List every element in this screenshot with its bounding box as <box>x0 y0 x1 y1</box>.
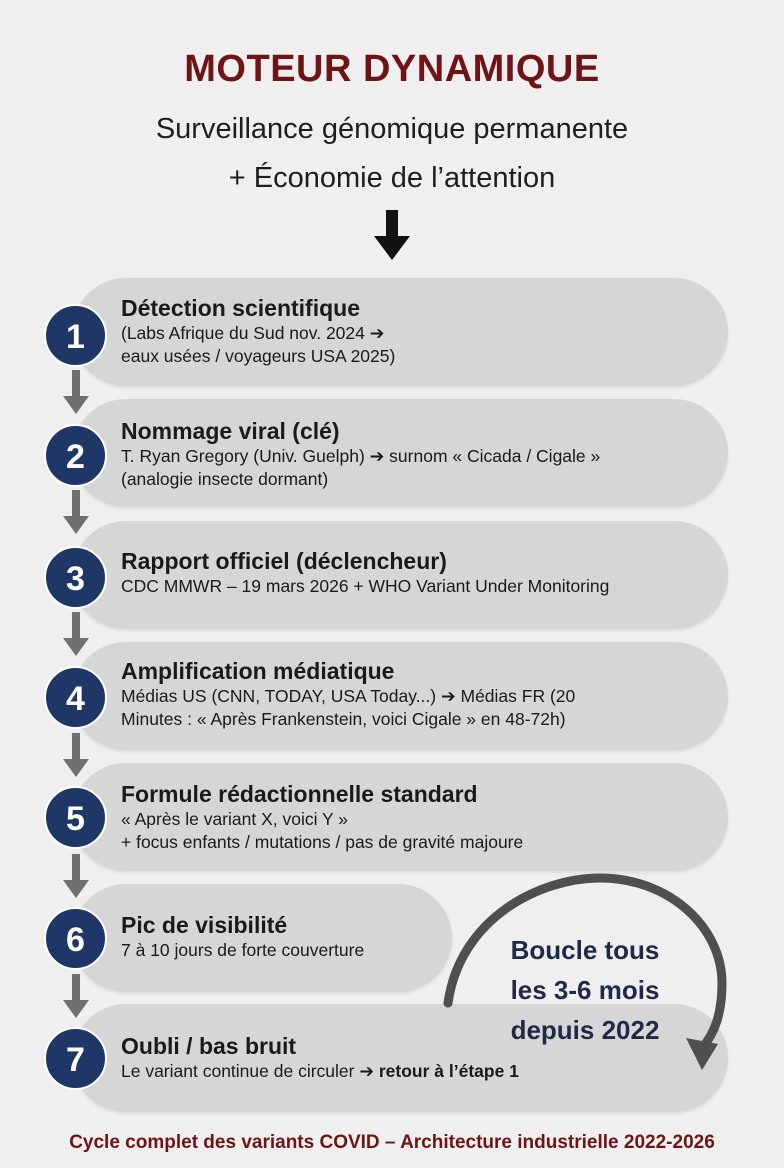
step-7-desc-bold: retour à l’étape 1 <box>378 1061 519 1081</box>
connector-arrow-icon <box>61 733 91 779</box>
step-5-badge: 5 <box>44 786 107 849</box>
step-2-badge: 2 <box>44 424 107 487</box>
step-4-content <box>121 657 575 731</box>
step-6-desc-line-1: 7 à 10 jours de forte couverture <box>121 940 365 960</box>
connector-arrow-icon <box>61 612 91 658</box>
step-1-desc-line-2: eaux usées / voyageurs USA 2025) <box>121 346 396 366</box>
step-3-content <box>121 547 609 598</box>
step-1-content <box>121 294 395 368</box>
connector-arrow-icon <box>61 854 91 900</box>
loop-label-line-3: depuis 2022 <box>510 1015 660 1045</box>
step-5-content <box>121 780 523 854</box>
loop-label-line-2: les 3-6 mois <box>510 975 660 1005</box>
step-1-desc-line-1: (Labs Afrique du Sud nov. 2024 ➔ <box>121 323 385 343</box>
subtitle-line-1: Surveillance génomique permanente <box>155 113 629 145</box>
subtitle-line-2: + Économie de l’attention <box>228 162 556 194</box>
step-7-desc-text: Le variant continue de circuler ➔ <box>121 1061 379 1081</box>
step-4-desc-line-2: Minutes : « Après Frankenstein, voici Cigale » en 48-72h) <box>121 709 566 729</box>
step-5-desc-line-1: « Après le variant X, voici Y » <box>121 809 348 829</box>
step-1-badge: 1 <box>44 304 107 367</box>
step-5-desc-line-2: + focus enfants / mutations / pas de gravité majoure <box>121 832 524 852</box>
footer-caption: Cycle complet des variants COVID – Architecture industrielle 2022-2026 <box>69 1132 715 1153</box>
step-4-title: Amplification médiatique <box>121 658 395 684</box>
step-1-title: Détection scientifique <box>121 295 360 321</box>
connector-arrow-icon <box>61 974 91 1020</box>
down-arrow-icon <box>372 210 412 262</box>
step-2-desc-line-2: (analogie insecte dormant) <box>121 469 329 489</box>
step-5-title: Formule rédactionnelle standard <box>121 781 478 807</box>
step-3-desc-line-1: CDC MMWR – 19 mars 2026 + WHO Variant Under Monitoring <box>121 576 610 596</box>
loop-label <box>490 930 680 1050</box>
step-2-title: Nommage viral (clé) <box>121 418 340 444</box>
step-2-content <box>121 417 600 491</box>
connector-arrow-icon <box>61 490 91 536</box>
step-7-badge: 7 <box>44 1027 107 1090</box>
step-4-badge: 4 <box>44 666 107 729</box>
step-2-desc-line-1: T. Ryan Gregory (Univ. Guelph) ➔ surnom « Cicada / Cigale » <box>121 446 601 466</box>
step-6-title: Pic de visibilité <box>121 912 288 938</box>
step-6-badge: 6 <box>44 907 107 970</box>
step-4-desc-line-1: Médias US (CNN, TODAY, USA Today...) ➔ Médias FR (20 <box>121 686 576 706</box>
loop-label-line-1: Boucle tous <box>510 935 660 965</box>
step-3-title: Rapport officiel (déclencheur) <box>121 548 447 574</box>
step-6-content <box>121 911 364 962</box>
diagram-title: MOTEUR DYNAMIQUE <box>184 48 600 90</box>
step-3-badge: 3 <box>44 546 107 609</box>
step-7-title: Oubli / bas bruit <box>121 1033 297 1059</box>
connector-arrow-icon <box>61 370 91 416</box>
